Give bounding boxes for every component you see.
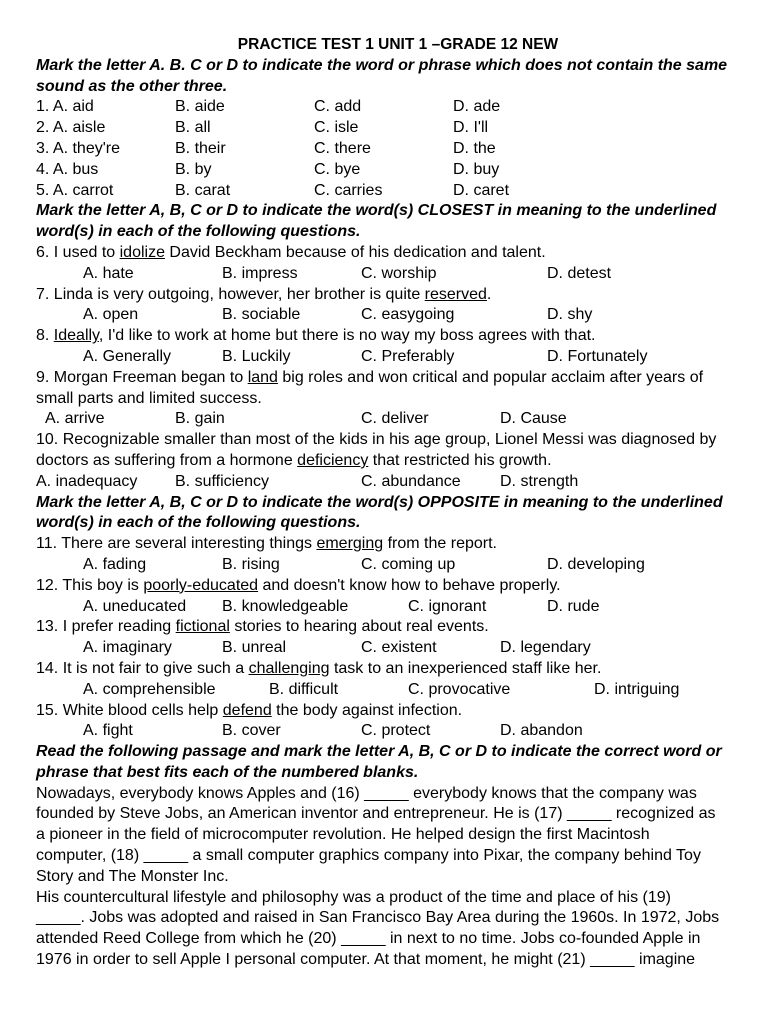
question-stem [36, 576, 732, 597]
question-stem [36, 326, 732, 347]
underlined-word: Ideally [53, 327, 99, 345]
option-c: C. bye [314, 160, 361, 178]
option-a: 3. A. they're [36, 139, 120, 157]
option-b: B. their [175, 139, 226, 157]
stem-text: the body against infection. [271, 701, 463, 719]
option-a: A. arrive [45, 410, 105, 428]
option-a: A. open [83, 306, 139, 324]
instruction-opposite: Mark the letter A, B, C or D to indicate the word(s) OPPOSITE in meaning to the underlined word(s) in each of the following questions. [36, 493, 723, 532]
option-c: C. provocative [408, 680, 511, 698]
option-d: D. intriguing [594, 680, 680, 698]
question-stem [36, 243, 732, 264]
passage-line: attended Reed College from which he (20) _____ in next to no time. Jobs co-founded Apple in [36, 930, 701, 948]
option-b: B. by [175, 160, 212, 178]
option-a: 5. A. carrot [36, 181, 114, 199]
stem-text: doctors as suffering from a hormone [36, 451, 298, 469]
question-stem [36, 285, 732, 306]
option-d: D. buy [453, 160, 500, 178]
option-c: C. worship [361, 264, 437, 282]
option-c: C. deliver [361, 410, 429, 428]
question-5 [36, 181, 732, 202]
underlined-word: defend [222, 701, 272, 719]
options [36, 472, 732, 493]
pronunciation-questions [36, 97, 732, 201]
stem-text: . [486, 285, 492, 303]
passage-line: founded by Steve Jobs, an American inventor and entrepreneur. He is (17) _____ recognized as [36, 805, 716, 823]
option-d: D. I'll [453, 119, 489, 137]
option-b: B. knowledgeable [222, 597, 349, 615]
option-a: A. imaginary [83, 639, 172, 657]
option-b: B. aide [175, 98, 225, 116]
question-13 [36, 617, 732, 659]
stem-text: 14. It is not fair to give such a [36, 659, 249, 677]
question-12 [36, 576, 732, 618]
options [36, 721, 732, 742]
options [36, 347, 732, 368]
option-c: C. add [314, 98, 362, 116]
option-a: A. fading [83, 555, 147, 573]
option-a: 1. A. aid [36, 98, 94, 116]
stem-text: that restricted his growth. [368, 451, 552, 469]
question-stem [36, 701, 732, 722]
stem-text: 9. Morgan Freeman began to [36, 368, 248, 386]
option-a: A. fight [83, 722, 133, 740]
option-d: D. developing [547, 555, 645, 573]
passage-line: computer, (18) _____ a small computer graphics company into Pixar, the company behind Toy [36, 847, 701, 865]
stem-text: David Beckham because of his dedication and talent. [164, 243, 546, 261]
instruction-pronunciation: Mark the letter A. B. C or D to indicate the word or phrase which does not contain the same sound as the other three. [36, 56, 728, 95]
option-c: C. isle [314, 119, 359, 137]
option-b: B. carat [175, 181, 231, 199]
option-b: B. difficult [269, 680, 339, 698]
stem-text: stories to hearing about real events. [229, 618, 489, 636]
question-stem [36, 659, 732, 680]
option-d: D. detest [547, 264, 612, 282]
option-a: 4. A. bus [36, 160, 99, 178]
underlined-word: land [247, 368, 278, 386]
question-14 [36, 659, 732, 701]
option-b: B. cover [222, 722, 281, 740]
underlined-word: deficiency [297, 451, 369, 469]
option-a: A. Generally [83, 347, 172, 365]
options [36, 305, 732, 326]
option-d: D. strength [500, 472, 579, 490]
question-stem-continued [36, 451, 732, 472]
question-1 [36, 97, 732, 118]
question-4 [36, 160, 732, 181]
passage-line: _____. Jobs was adopted and raised in San Francisco Bay Area during the 1960s. In 1972, Jobs [36, 909, 720, 927]
option-d: D. rude [547, 597, 600, 615]
option-c: C. protect [361, 722, 431, 740]
passage-line: 1976 in order to sell Apple I personal computer. At that moment, he might (21) _____ imagine [36, 951, 696, 969]
option-d: D. legendary [500, 639, 591, 657]
underlined-word: poorly-educated [143, 576, 259, 594]
underlined-word: emerging [316, 535, 384, 553]
question-stem [36, 534, 732, 555]
stem-text: 13. I prefer reading [36, 618, 176, 636]
option-b: B. rising [222, 555, 280, 573]
stem-text: task to an inexperienced staff like her. [329, 659, 602, 677]
option-a: A. uneducated [83, 597, 187, 615]
option-c: C. there [314, 139, 371, 157]
question-3 [36, 139, 732, 160]
option-c: C. abundance [361, 472, 461, 490]
stem-text: 8. [36, 327, 54, 345]
page-title: PRACTICE TEST 1 UNIT 1 –GRADE 12 NEW [237, 36, 559, 53]
options [36, 638, 732, 659]
option-b: B. unreal [222, 639, 287, 657]
stem-text: 6. I used to [36, 243, 120, 261]
underlined-word: idolize [119, 243, 165, 261]
passage-line: His countercultural lifestyle and philosophy was a product of the time and place of his (19) [36, 888, 672, 906]
option-a: 2. A. aisle [36, 119, 106, 137]
options [36, 555, 732, 576]
option-b: B. gain [175, 410, 225, 428]
passage-line: a pioneer in the field of microcomputer revolution. He helped design the first Macintosh [36, 826, 650, 844]
option-a: A. inadequacy [36, 472, 138, 490]
option-c: C. Preferably [361, 347, 455, 365]
option-d: D. caret [453, 181, 510, 199]
options [36, 680, 732, 701]
option-d: D. Fortunately [547, 347, 648, 365]
option-d: D. Cause [500, 410, 567, 428]
stem-text: from the report. [383, 535, 497, 553]
question-2 [36, 118, 732, 139]
option-d: D. shy [547, 306, 593, 324]
option-c: C. easygoing [361, 306, 455, 324]
option-c: C. carries [314, 181, 383, 199]
option-d: D. the [453, 139, 496, 157]
options [36, 597, 732, 618]
passage-line: Story and The Monster Inc. [36, 867, 229, 885]
question-8 [36, 326, 732, 368]
underlined-word: challenging [248, 659, 330, 677]
option-d: D. abandon [500, 722, 583, 740]
passage-line: Nowadays, everybody knows Apples and (16) _____ everybody knows that the company was [36, 784, 697, 802]
stem-text: , I'd like to work at home but there is no way my boss agrees with that. [98, 327, 596, 345]
question-stem [36, 617, 732, 638]
options [36, 409, 732, 430]
underlined-word: fictional [175, 618, 230, 636]
option-b: B. impress [222, 264, 298, 282]
question-stem: 10. Recognizable smaller than most of the kids in his age group, Lionel Messi was diagnosed by [36, 431, 717, 449]
option-b: B. all [175, 119, 211, 137]
underlined-word: reserved [424, 285, 487, 303]
instruction-passage: Read the following passage and mark the letter A, B, C or D to indicate the correct word or phrase that best fits each of the numbered blanks. [36, 743, 722, 781]
question-15 [36, 701, 732, 743]
question-6 [36, 243, 732, 285]
question-9 [36, 368, 732, 430]
option-a: A. hate [83, 264, 134, 282]
option-b: B. sufficiency [175, 472, 269, 490]
question-stem-continued: small parts and limited success. [36, 389, 262, 407]
reading-passage [36, 784, 732, 971]
question-10 [36, 430, 732, 492]
option-c: C. ignorant [408, 597, 487, 615]
stem-text: 11. There are several interesting things [36, 535, 317, 553]
option-a: A. comprehensible [83, 680, 216, 698]
question-7 [36, 285, 732, 327]
option-d: D. ade [453, 98, 501, 116]
stem-text: 15. White blood cells help [36, 701, 223, 719]
instruction-closest: Mark the letter A, B, C or D to indicate the word(s) CLOSEST in meaning to the underlined word(s) in each of the following questions. [36, 202, 717, 241]
stem-text: and doesn't know how to behave properly. [258, 576, 561, 594]
stem-text: 12. This boy is [36, 576, 144, 594]
option-c: C. coming up [361, 555, 456, 573]
option-b: B. sociable [222, 306, 301, 324]
options [36, 264, 732, 285]
option-c: C. existent [361, 639, 437, 657]
stem-text: big roles and won critical and popular acclaim after years of [277, 368, 704, 386]
stem-text: 7. Linda is very outgoing, however, her brother is quite [36, 285, 425, 303]
option-b: B. Luckily [222, 347, 291, 365]
question-stem [36, 368, 732, 389]
question-11 [36, 534, 732, 576]
